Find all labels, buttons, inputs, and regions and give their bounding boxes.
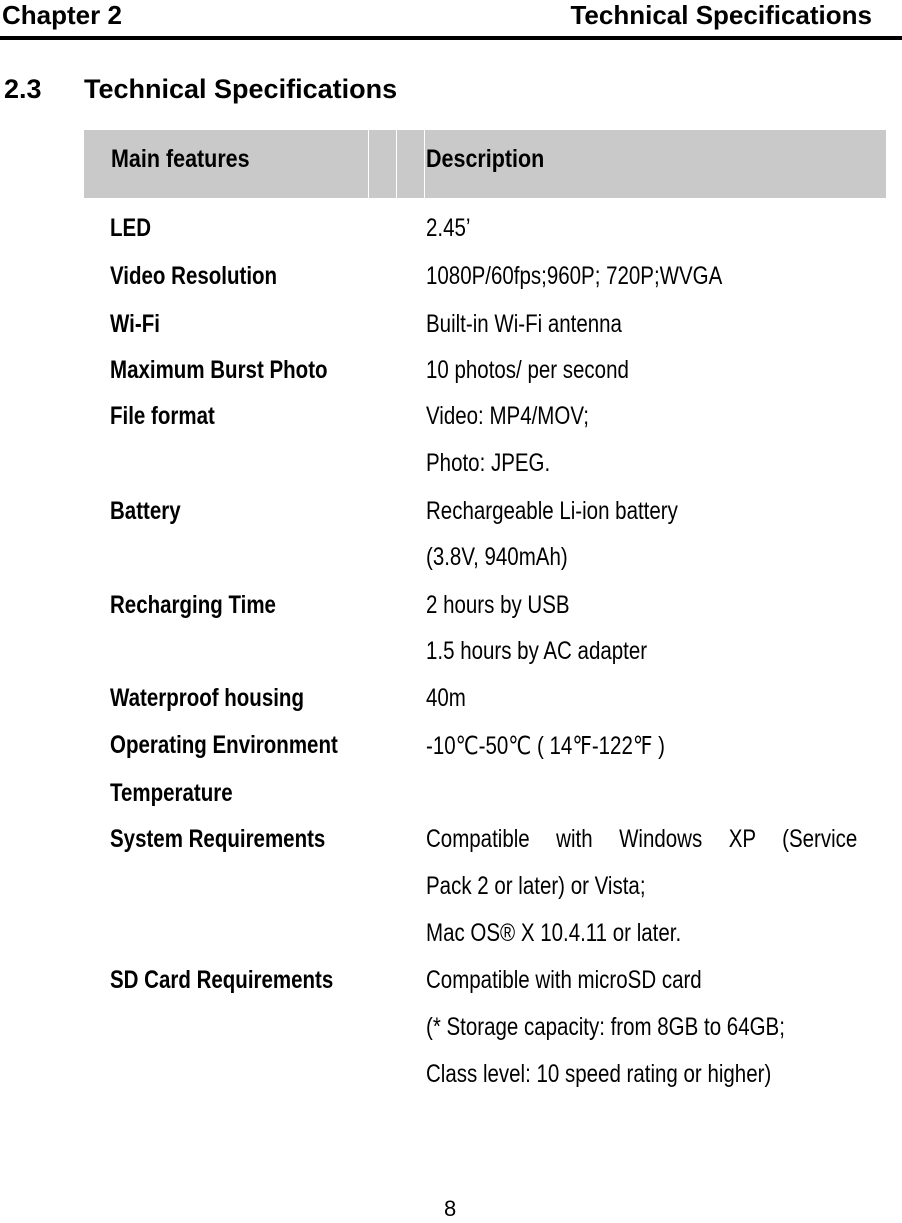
spec-label-temperature: Temperature: [110, 779, 233, 807]
spec-desc-line: Pack 2 or later) or Vista;: [426, 872, 646, 900]
spec-desc-line: 40m: [426, 684, 466, 712]
section-heading: [4, 74, 397, 105]
section-number: 2.3: [4, 74, 42, 104]
header-rule: [0, 36, 902, 40]
spec-desc-line: Photo: JPEG.: [426, 449, 551, 477]
spec-label-wifi: Wi-Fi: [110, 310, 160, 338]
spec-desc-line: 1080P/60fps;960P; 720P;WVGA: [426, 262, 723, 290]
spec-label-burst-photo: Maximum Burst Photo: [110, 356, 328, 384]
spec-label-system-req: System Requirements: [110, 825, 326, 853]
spec-desc-line: (3.8V, 940mAh): [426, 543, 568, 571]
spec-label-waterproof: Waterproof housing: [110, 684, 304, 712]
spec-desc-line: -10℃-50℃ ( 14℉-122℉ ): [426, 732, 665, 760]
header-separator: [424, 130, 425, 198]
section-title: Technical Specifications: [84, 74, 398, 104]
spec-desc-line: Compatible with microSD card: [426, 966, 702, 994]
header-title: Technical Specifications: [570, 0, 872, 30]
spec-desc-line: Mac OS® X 10.4.11 or later.: [426, 919, 682, 947]
spec-label-file-format: File format: [110, 402, 215, 430]
spec-desc-line: 1.5 hours by AC adapter: [426, 637, 648, 665]
header-description: Description: [426, 145, 545, 173]
spec-desc-line: Rechargeable Li-ion battery: [426, 497, 678, 525]
header-separator: [368, 130, 369, 198]
spec-desc-line: Built-in Wi-Fi antenna: [426, 310, 622, 338]
spec-desc-line: (* Storage capacity: from 8GB to 64GB;: [426, 1013, 785, 1041]
spec-desc-line: 10 photos/ per second: [426, 356, 629, 384]
page-header: [0, 0, 902, 40]
spec-desc-line: Class level: 10 speed rating or higher): [426, 1060, 772, 1088]
spec-desc-line: Compatible with Windows XP (Service: [426, 825, 858, 853]
spec-label-recharging-time: Recharging Time: [110, 591, 276, 619]
spec-label-led: LED: [110, 214, 151, 242]
header-separator: [396, 130, 397, 198]
chapter-label: Chapter 2: [2, 0, 122, 30]
spec-label-sd-card: SD Card Requirements: [110, 966, 334, 994]
spec-desc-line: 2 hours by USB: [426, 591, 570, 619]
spec-desc-line: 2.45’: [426, 214, 471, 242]
spec-label-operating-env: Operating Environment: [110, 731, 338, 759]
page-number: 8: [444, 1196, 457, 1221]
spec-label-battery: Battery: [110, 497, 181, 525]
spec-desc-line: Video: MP4/MOV;: [426, 402, 589, 430]
spec-label-video-resolution: Video Resolution: [110, 262, 278, 290]
header-main-features: Main features: [111, 145, 250, 173]
